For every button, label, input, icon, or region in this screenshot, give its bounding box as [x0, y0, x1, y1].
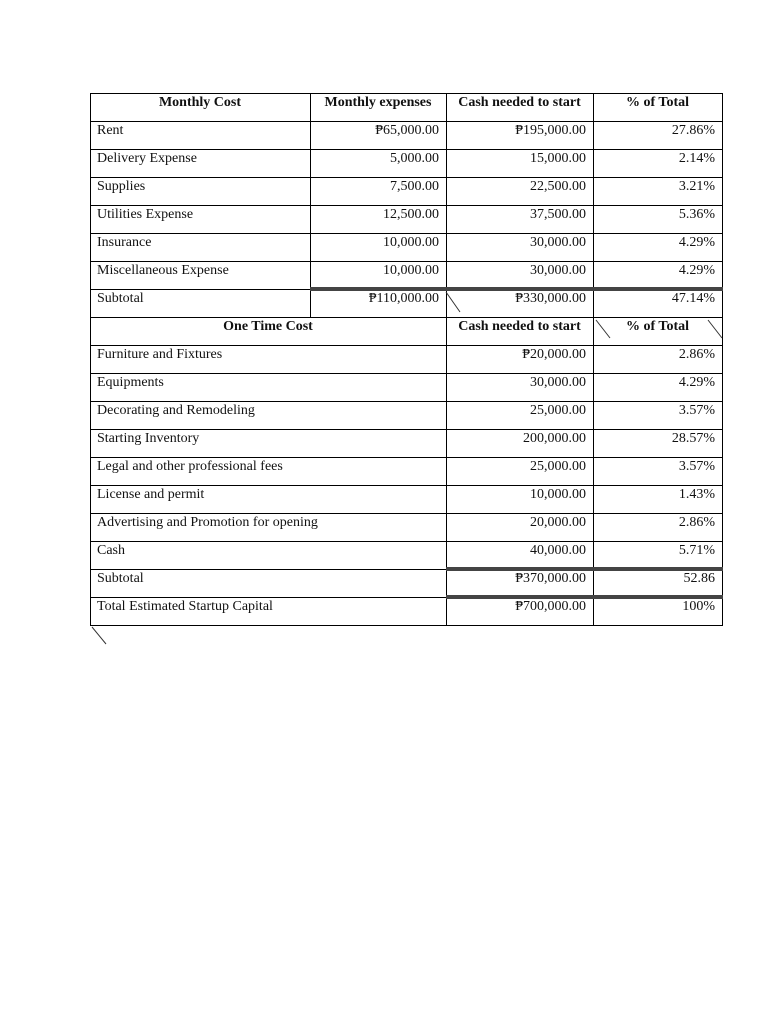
row-label: Decorating and Remodeling [97, 403, 255, 418]
row-cash-value: 10,000.00 [530, 487, 586, 502]
header-monthly-expenses: Monthly expenses [324, 95, 432, 110]
row-label: Equipments [97, 375, 164, 390]
row-cash-value: 25,000.00 [530, 403, 586, 418]
row-percent-value: 28.57% [671, 431, 715, 446]
row-monthly-value: 10,000.00 [383, 263, 439, 278]
row-label: Cash [97, 543, 125, 558]
row-cash-value: 22,500.00 [530, 179, 586, 194]
row-monthly-value: ₱65,000.00 [375, 123, 439, 138]
row-monthly-value: 5,000.00 [390, 151, 439, 166]
row-label: Starting Inventory [97, 431, 200, 446]
subtotal-percent-value: 47.14% [671, 291, 715, 306]
row-cash-value: 15,000.00 [530, 151, 586, 166]
total-label: Total Estimated Startup Capital [97, 599, 273, 614]
subtotal-cash-value: ₱330,000.00 [515, 291, 586, 306]
header-percent-total: % of Total [625, 95, 689, 110]
row-monthly-value: 10,000.00 [383, 235, 439, 250]
row-percent-value: 4.29% [678, 375, 715, 390]
corner-mark [596, 320, 610, 338]
header-monthly-cost: Monthly Cost [158, 95, 242, 110]
row-label: Delivery Expense [97, 151, 197, 166]
row-percent-value: 2.86% [678, 347, 715, 362]
row-percent-value: 27.86% [671, 123, 715, 138]
row-percent-value: 3.57% [678, 403, 715, 418]
subtotal-cash-value: ₱370,000.00 [515, 571, 586, 586]
row-percent-value: 4.29% [678, 263, 715, 278]
total-cash-value: ₱700,000.00 [515, 599, 586, 614]
row-percent-value: 1.43% [678, 487, 715, 502]
row-percent-value: 3.57% [678, 459, 715, 474]
total-percent-value: 100% [682, 599, 715, 614]
header-cash-needed: Cash needed to start [458, 319, 581, 334]
row-label: Supplies [97, 179, 146, 194]
corner-mark [708, 320, 722, 338]
row-label: Miscellaneous Expense [97, 263, 229, 278]
row-percent-value: 3.21% [678, 179, 715, 194]
row-cash-value: 30,000.00 [530, 375, 586, 390]
subtotal-label: Subtotal [97, 571, 144, 586]
row-label: Insurance [97, 235, 152, 250]
row-cash-value: 30,000.00 [530, 235, 586, 250]
row-percent-value: 4.29% [678, 235, 715, 250]
header-cash-needed: Cash needed to start [458, 95, 581, 110]
row-cash-value: 37,500.00 [530, 207, 586, 222]
row-percent-value: 2.86% [678, 515, 715, 530]
corner-mark [446, 292, 460, 312]
row-monthly-value: 7,500.00 [390, 179, 439, 194]
row-cash-value: 40,000.00 [530, 543, 586, 558]
row-monthly-value: 12,500.00 [383, 207, 439, 222]
row-label: Furniture and Fixtures [97, 347, 223, 362]
row-percent-value: 5.71% [678, 543, 715, 558]
row-cash-value: ₱20,000.00 [522, 347, 586, 362]
row-cash-value: 200,000.00 [523, 431, 586, 446]
row-cash-value: 25,000.00 [530, 459, 586, 474]
row-label: License and permit [97, 487, 205, 502]
row-label: Advertising and Promotion for opening [97, 515, 318, 530]
row-percent-value: 2.14% [678, 151, 715, 166]
row-cash-value: 20,000.00 [530, 515, 586, 530]
row-label: Legal and other professional fees [97, 459, 283, 474]
header-one-time-cost: One Time Cost [223, 319, 313, 334]
header-percent-total: % of Total [625, 319, 689, 334]
row-cash-value: 30,000.00 [530, 263, 586, 278]
row-label: Rent [97, 123, 124, 138]
corner-mark [92, 627, 106, 644]
row-percent-value: 5.36% [678, 207, 715, 222]
subtotal-monthly-value: ₱110,000.00 [368, 291, 439, 306]
row-cash-value: ₱195,000.00 [515, 123, 586, 138]
subtotal-percent-value: 52.86 [683, 571, 715, 586]
subtotal-label: Subtotal [97, 291, 144, 306]
row-label: Utilities Expense [97, 207, 194, 222]
